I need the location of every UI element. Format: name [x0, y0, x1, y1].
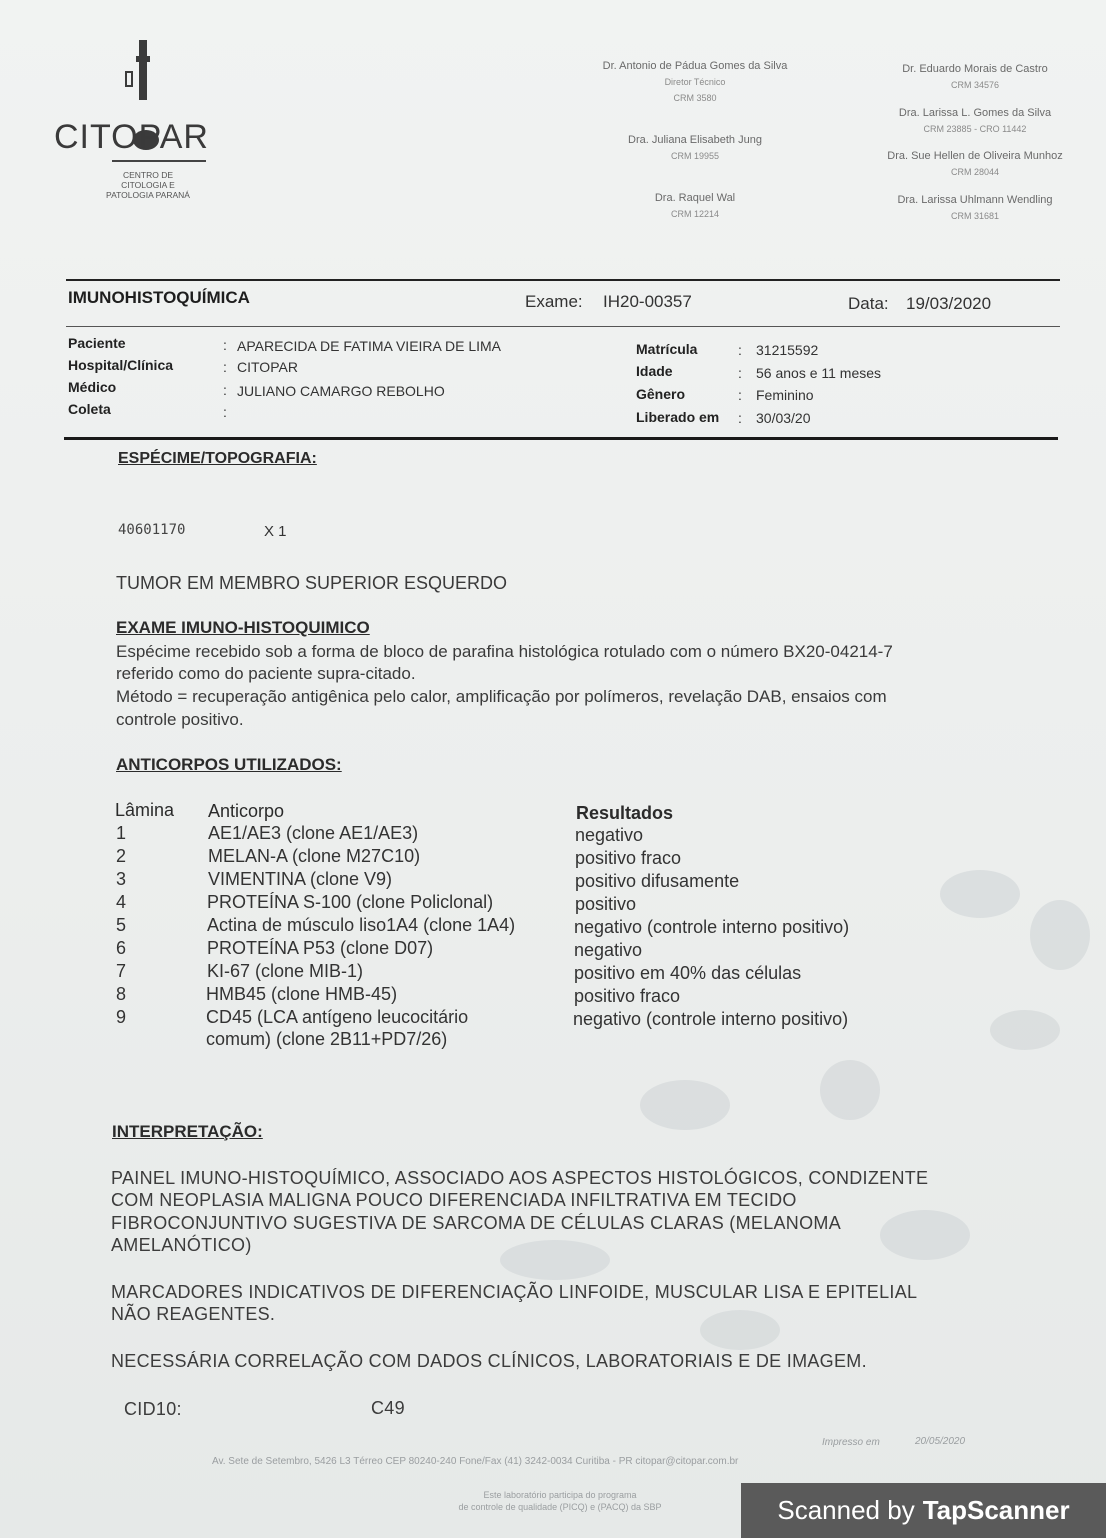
table-cell-resultado: negativo: [574, 940, 643, 960]
logo-underline: [112, 160, 206, 162]
colon: :: [738, 387, 742, 403]
table-cell-resultado: positivo fraco: [574, 986, 681, 1006]
doctor-center-1: [560, 58, 830, 106]
colon: :: [223, 359, 227, 375]
cid-value: C49: [371, 1398, 405, 1418]
exame-text-line1: Espécime recebido sob a forma de bloco de parafina histológica rotulado com o número BX20-04214-7: [116, 642, 893, 661]
impresso-value: 20/05/2020: [915, 1436, 966, 1447]
table-cell-resultado: negativo: [575, 825, 644, 845]
especime-multiplier: X 1: [264, 523, 287, 540]
colon: :: [223, 382, 227, 398]
colon: :: [738, 410, 742, 426]
report-title: IMUNOHISTOQUÍMICA: [68, 288, 250, 307]
table-cell-resultado: positivo fraco: [575, 848, 682, 868]
doctor-crm: CRM 19955: [670, 151, 720, 161]
interpretacao-p1-line2: COM NEOPLASIA MALIGNA POUCO DIFERENCIADA INFILTRATIVA EM TECIDO: [111, 1190, 797, 1210]
scan-stain: [990, 1010, 1060, 1050]
table-cell-anticorpo: Actina de músculo liso1A4 (clone 1A4): [207, 915, 516, 935]
doctor-name: Dr. Antonio de Pádua Gomes da Silva: [602, 60, 788, 72]
exame-label: Exame:: [525, 292, 583, 311]
data-label: Data:: [848, 294, 889, 313]
doctor-name: Dra. Sue Hellen de Oliveira Munhoz: [887, 150, 1063, 162]
idade-label: Idade: [636, 363, 673, 379]
table-cell-resultado: negativo (controle interno positivo): [573, 1009, 849, 1029]
doctor-role: Diretor Técnico: [664, 77, 726, 87]
table-cell-lamina: 4: [116, 892, 127, 912]
doctor-crm: CRM 23885 - CRO 11442: [923, 124, 1027, 134]
scan-stain: [700, 1310, 780, 1350]
logo-text: CITOPAR: [54, 118, 209, 156]
interpretacao-heading: INTERPRETAÇÃO:: [112, 1122, 263, 1141]
divider-title-bottom: [66, 326, 1060, 327]
scanner-watermark: [741, 1483, 1106, 1538]
colon: :: [223, 337, 227, 353]
scan-stain: [820, 1060, 880, 1120]
hospital-label: Hospital/Clínica: [68, 357, 174, 373]
divider-top: [66, 279, 1060, 281]
doctor-right-4: [860, 192, 1090, 224]
coleta-label: Coleta: [68, 401, 111, 417]
medico-label: Médico: [68, 379, 117, 395]
matricula-label: Matrícula: [636, 341, 698, 357]
watermark-prefix: Scanned by: [777, 1495, 915, 1525]
doctor-name: Dra. Larissa L. Gomes da Silva: [898, 107, 1052, 119]
especime-code: 40601170: [118, 522, 186, 538]
table-cell-anticorpo: MELAN-A (clone M27C10): [208, 846, 421, 866]
doctor-name: Dra. Raquel Wal: [654, 192, 736, 204]
table-cell-resultado: positivo difusamente: [575, 871, 740, 891]
table-cell-anticorpo: AE1/AE3 (clone AE1/AE3): [208, 823, 419, 843]
col-header-anticorpo: Anticorpo: [208, 801, 285, 821]
quality-note-line1: Este laboratório participa do programa: [483, 1490, 637, 1500]
interpretacao-p1-line3: FIBROCONJUNTIVO SUGESTIVA DE SARCOMA DE CÉLULAS CLARAS (MELANOMA: [111, 1213, 842, 1233]
liberado-label: Liberado em: [636, 409, 720, 425]
paciente-label: Paciente: [68, 335, 126, 351]
cid-label: CID10:: [124, 1399, 182, 1419]
interpretacao-p1-line4: AMELANÓTICO): [111, 1235, 252, 1255]
table-cell-lamina: 6: [116, 938, 127, 958]
doctor-crm: CRM 12214: [670, 209, 720, 219]
doctor-right-3: [860, 148, 1090, 180]
especime-description: TUMOR EM MEMBRO SUPERIOR ESQUERDO: [116, 573, 508, 593]
exame-number: IH20-00357: [603, 292, 692, 311]
genero-value: Feminino: [756, 387, 814, 403]
table-cell-anticorpo: HMB45 (clone HMB-45): [206, 984, 398, 1004]
table-cell-anticorpo: PROTEÍNA P53 (clone D07): [207, 938, 434, 958]
doctor-name: Dr. Eduardo Morais de Castro: [902, 63, 1048, 75]
doctor-name: Dra. Juliana Elisabeth Jung: [628, 134, 762, 146]
doctor-crm: CRM 28044: [950, 167, 1000, 177]
doctor-right-1: [860, 61, 1090, 93]
doctor-crm: CRM 34576: [950, 80, 1000, 90]
exame-text-line3: Método = recuperação antigênica pelo calor, amplificação por polímeros, revelação DAB, ensaios com: [116, 687, 887, 706]
table-cell-anticorpo: PROTEÍNA S-100 (clone Policlonal): [207, 892, 494, 912]
exame-text-line2: referido como do paciente supra-citado.: [116, 664, 416, 683]
table-cell-resultado: negativo (controle interno positivo): [574, 917, 850, 937]
table-cell-lamina: 3: [116, 869, 127, 889]
table-cell-anticorpo: CD45 (LCA antígeno leucocitário: [206, 1007, 469, 1027]
table-cell-lamina: 1: [116, 823, 127, 843]
doctor-name: Dra. Larissa Uhlmann Wendling: [897, 194, 1053, 206]
idade-value: 56 anos e 11 meses: [756, 365, 882, 381]
table-cell-resultado: positivo em 40% das células: [574, 963, 802, 983]
scan-stain: [940, 870, 1020, 918]
interpretacao-p2-line1: MARCADORES INDICATIVOS DE DIFERENCIAÇÃO LINFOIDE, MUSCULAR LISA E EPITELIAL: [111, 1282, 918, 1302]
doctor-center-3: [560, 190, 830, 222]
hospital-value: CITOPAR: [237, 359, 298, 375]
interpretacao-p3-line1: NECESSÁRIA CORRELAÇÃO COM DADOS CLÍNICOS, LABORATORIAIS E DE IMAGEM.: [111, 1351, 867, 1371]
colon: :: [738, 365, 742, 381]
quality-note-line2: de controle de qualidade (PICQ) e (PACQ) da SBP: [458, 1502, 662, 1512]
data-value: 19/03/2020: [906, 294, 992, 313]
interpretacao-p1-line1: PAINEL IMUNO-HISTOQUÍMICO, ASSOCIADO AOS ASPECTOS HISTOLÓGICOS, CONDIZENTE: [111, 1168, 929, 1188]
scan-stain: [1030, 900, 1090, 970]
colon: :: [223, 404, 227, 420]
table-cell-lamina: 7: [116, 961, 127, 981]
footer-address: Av. Sete de Setembro, 5426 L3 Térreo CEP 80240-240 Fone/Fax (41) 3242-0034 Curitiba - PR citopar@citopar.com.br: [212, 1456, 739, 1467]
impresso-label: Impresso em: [822, 1437, 880, 1448]
paciente-value: APARECIDA DE FATIMA VIEIRA DE LIMA: [237, 338, 501, 354]
doctor-right-2: [860, 105, 1090, 137]
exame-text-line4: controle positivo.: [116, 710, 244, 729]
doctor-crm: CRM 3580: [673, 93, 717, 103]
table-cell-lamina: 5: [116, 915, 127, 935]
col-header-resultados: Resultados: [576, 803, 674, 823]
interpretacao-p2-line2: NÃO REAGENTES.: [111, 1304, 276, 1324]
doctor-center-2: [560, 132, 830, 164]
col-header-lamina: Lâmina: [115, 800, 175, 820]
table-cell-lamina: 9: [116, 1007, 127, 1027]
divider-patient-bottom: [64, 437, 1058, 440]
logo-subtitle: CENTRO DE CITOLOGIA E PATOLOGIA PARANÁ: [106, 170, 190, 200]
exame-heading: EXAME IMUNO-HISTOQUIMICO: [116, 618, 370, 637]
table-cell-lamina: 8: [116, 984, 127, 1004]
colon: :: [738, 342, 742, 358]
matricula-value: 31215592: [756, 342, 819, 358]
genero-label: Gênero: [636, 386, 686, 402]
liberado-value: 30/03/20: [756, 410, 811, 426]
doctor-crm: CRM 31681: [950, 211, 1000, 221]
table-cell-anticorpo: VIMENTINA (clone V9): [208, 869, 393, 889]
table-cell-anticorpo: KI-67 (clone MIB-1): [207, 961, 364, 981]
especime-heading: ESPÉCIME/TOPOGRAFIA:: [118, 450, 317, 467]
table-cell-resultado: positivo: [575, 894, 637, 914]
scan-stain: [880, 1210, 970, 1260]
scan-stain: [640, 1080, 730, 1130]
table-cell-lamina: 2: [116, 846, 127, 866]
table-cell-anticorpo-cont: comum) (clone 2B11+PD7/26): [206, 1029, 448, 1049]
anticorpos-heading: ANTICORPOS UTILIZADOS:: [116, 755, 342, 774]
scan-stain: [500, 1240, 610, 1280]
watermark-brand: TapScanner: [922, 1495, 1070, 1525]
medico-value: JULIANO CAMARGO REBOLHO: [237, 383, 445, 399]
